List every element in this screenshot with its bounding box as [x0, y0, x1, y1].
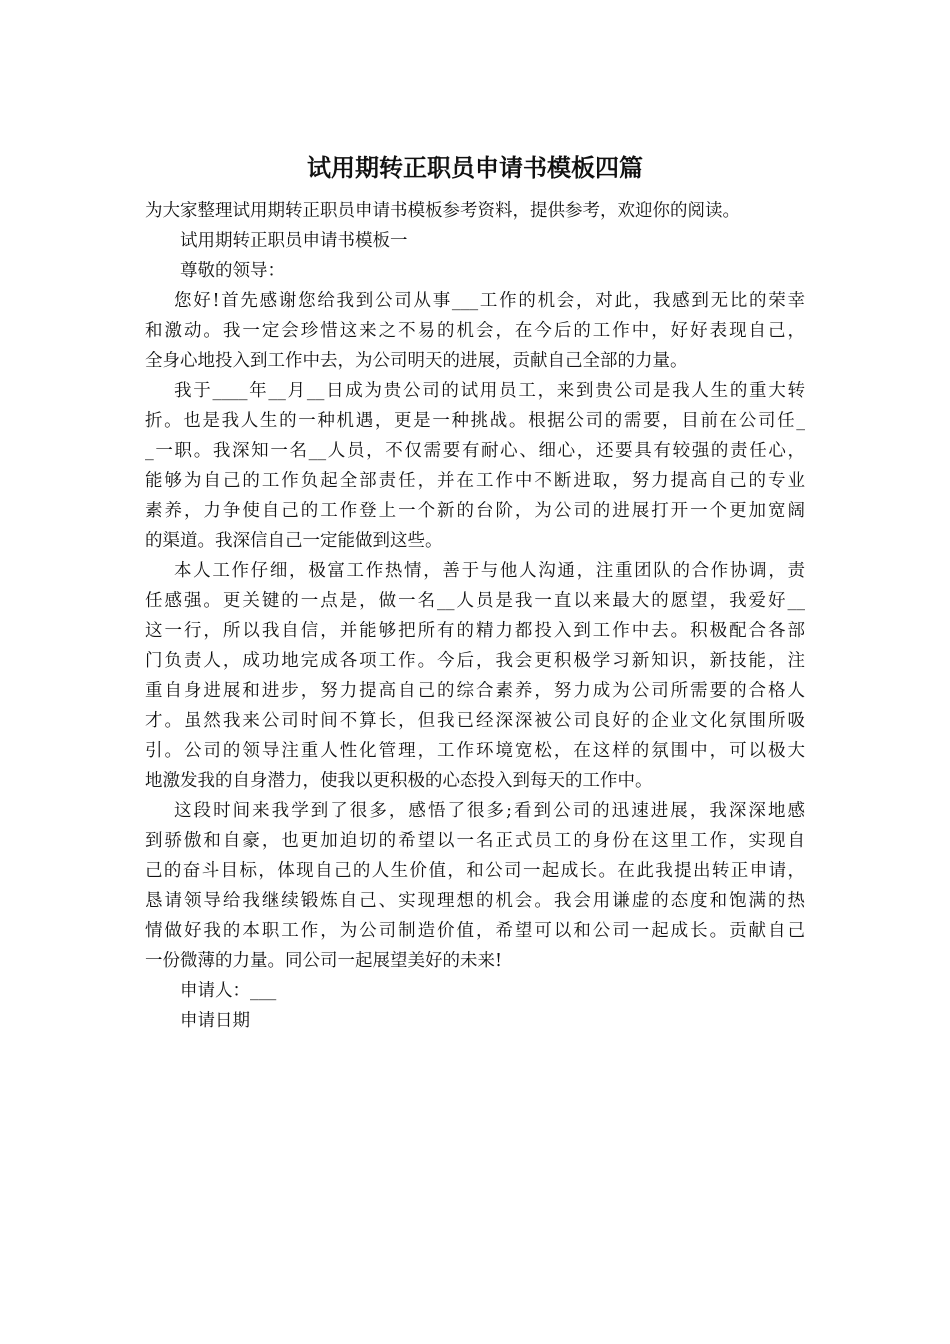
paragraph-line: 一份微薄的力量。同公司一起展望美好的未来! [145, 951, 503, 971]
paragraph-line: 本人工作仔细，极富工作热情，善于与他人沟通，注重团队的合作协调，责 [174, 561, 805, 581]
paragraph-line: 门负责人，成功地完成各项工作。今后，我会更积极学习新知识，新技能，注 [145, 651, 805, 671]
paragraph-line: 才。虽然我来公司时间不算长，但我已经深深被公司良好的企业文化氛围所吸 [145, 711, 805, 731]
application-date-label: 申请日期 [180, 1011, 250, 1031]
paragraph-line: 到骄傲和自豪，也更加迫切的希望以一名正式员工的身份在这里工作，实现自 [145, 831, 805, 851]
paragraph-line: 折。也是我人生的一种机遇，更是一种挑战。根据公司的需要，目前在公司任_ [145, 411, 805, 431]
paragraph-line: 这段时间来我学到了很多，感悟了很多;看到公司的迅速进展，我深深地感 [174, 801, 805, 821]
document-title: 试用期转正职员申请书模板四篇 [307, 154, 643, 182]
paragraph-2 [145, 376, 805, 556]
paragraph-line: 全身心地投入到工作中去，为公司明天的进展，贡献自己全部的力量。 [145, 351, 688, 371]
paragraph-line: 素养，力争使自己的工作登上一个新的台阶，为公司的进展打开一个更加宽阔 [145, 501, 805, 521]
paragraph-1 [145, 286, 805, 376]
paragraph-line: 的渠道。我深信自己一定能做到这些。 [145, 531, 443, 551]
paragraph-line: 情做好我的本职工作，为公司制造价值，希望可以和公司一起成长。贡献自己 [145, 921, 805, 941]
paragraph-4 [145, 796, 805, 976]
paragraph-line: 您好!首先感谢您给我到公司从事___工作的机会，对此，我感到无比的荣幸 [174, 291, 805, 311]
section-heading: 试用期转正职员申请书模板一 [180, 231, 408, 251]
paragraph-line: 己的奋斗目标，体现自己的人生价值，和公司一起成长。在此我提出转正申请， [145, 861, 805, 881]
paragraph-line: 重自身进展和进步，努力提高自己的综合素养，努力成为公司所需要的合格人 [145, 681, 805, 701]
applicant-line: 申请人：___ [180, 981, 277, 1001]
paragraph-line: 这一行，所以我自信，并能够把所有的精力都投入到工作中去。积极配合各部 [145, 621, 805, 641]
paragraph-line: 我于____年__月__日成为贵公司的试用员工，来到贵公司是我人生的重大转 [174, 381, 805, 401]
document-body [145, 196, 805, 1036]
paragraph-line: 恳请领导给我继续锻炼自己、实现理想的机会。我会用谦虚的态度和饱满的热 [145, 891, 805, 911]
paragraph-line: 引。公司的领导注重人性化管理，工作环境宽松，在这样的氛围中，可以极大 [145, 741, 805, 761]
paragraph-line: 任感强。更关键的一点是，做一名__人员是我一直以来最大的愿望，我爱好__ [145, 591, 805, 611]
intro-paragraph: 为大家整理试用期转正职员申请书模板参考资料，提供参考，欢迎你的阅读。 [145, 201, 740, 221]
paragraph-line: _一职。我深知一名__人员，不仅需要有耐心、细心，还要具有较强的责任心， [145, 441, 805, 461]
salutation: 尊敬的领导： [180, 261, 285, 281]
paragraph-line: 能够为自己的工作负起全部责任，并在工作中不断进取，努力提高自己的专业 [145, 471, 805, 491]
paragraph-3 [145, 556, 805, 796]
paragraph-line: 地激发我的自身潜力，使我以更积极的心态投入到每天的工作中。 [145, 771, 653, 791]
paragraph-line: 和激动。我一定会珍惜这来之不易的机会，在今后的工作中，好好表现自己， [145, 321, 805, 341]
